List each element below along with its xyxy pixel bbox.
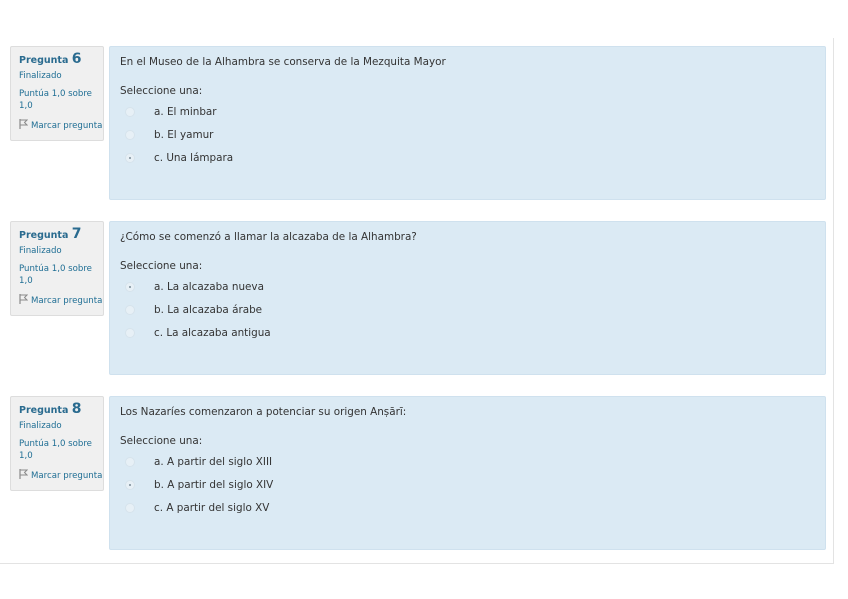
radio-button[interactable]: [125, 457, 135, 467]
radio-button[interactable]: [125, 328, 135, 338]
question-grade: Puntúa 1,0 sobre 1,0: [19, 89, 92, 111]
answer-option[interactable]: [120, 100, 815, 123]
answer-label: c. La alcazaba antigua: [154, 326, 271, 339]
flag-question-link[interactable]: [19, 119, 103, 132]
flag-icon: [19, 119, 28, 129]
answer-label: c. Una lámpara: [154, 151, 234, 164]
question-grade: Puntúa 1,0 sobre 1,0: [19, 439, 92, 461]
flag-question-link[interactable]: [19, 294, 103, 307]
answer-label: a. A partir del siglo XIII: [154, 455, 273, 468]
answer-prompt: Seleccione una:: [120, 260, 203, 272]
quiz-page: [0, 38, 834, 564]
question-content: [109, 46, 826, 200]
answer-label: a. La alcazaba nueva: [154, 280, 264, 293]
answer-prompt: Seleccione una:: [120, 85, 203, 97]
answer-label: c. A partir del siglo XV: [154, 501, 270, 514]
question-info: [10, 46, 104, 141]
question-label: Pregunta: [19, 55, 69, 66]
answer-label: b. El yamur: [154, 128, 214, 141]
question-info: [10, 396, 104, 491]
question-grade: Puntúa 1,0 sobre 1,0: [19, 264, 92, 286]
radio-button-selected[interactable]: [125, 282, 135, 292]
question-state: Finalizado: [19, 71, 62, 81]
flag-label: Marcar pregunta: [31, 121, 103, 131]
flag-label: Marcar pregunta: [31, 471, 103, 481]
question-text: ¿Cómo se comenzó a llamar la alcazaba de la Alhambra?: [120, 231, 417, 243]
answer-label: b. La alcazaba árabe: [154, 303, 263, 316]
question-num: 6: [71, 51, 82, 67]
answer-option[interactable]: [120, 123, 815, 146]
question-info: [10, 221, 104, 316]
answer-option[interactable]: [120, 275, 815, 298]
question-state: Finalizado: [19, 421, 62, 431]
question-label: Pregunta: [19, 405, 69, 416]
answer-option[interactable]: [120, 146, 815, 169]
answer-option[interactable]: [120, 473, 815, 496]
radio-button-selected[interactable]: [125, 480, 135, 490]
answer-prompt: Seleccione una:: [120, 435, 203, 447]
answer-option[interactable]: [120, 298, 815, 321]
answer-option[interactable]: [120, 496, 815, 519]
question-number: [19, 228, 103, 242]
question-number: [19, 403, 103, 417]
answer-label: a. El minbar: [154, 105, 217, 118]
question-content: [109, 221, 826, 375]
question-number: [19, 53, 103, 67]
radio-button[interactable]: [125, 130, 135, 140]
question-text: Los Nazaríes comenzaron a potenciar su origen Anṣārī:: [120, 406, 407, 418]
answer-option[interactable]: [120, 450, 815, 473]
radio-button[interactable]: [125, 305, 135, 315]
radio-button[interactable]: [125, 503, 135, 513]
flag-icon: [19, 294, 28, 304]
question-num: 7: [71, 226, 82, 242]
radio-button-selected[interactable]: [125, 153, 135, 163]
question-content: [109, 396, 826, 550]
answer-label: b. A partir del siglo XIV: [154, 478, 274, 491]
question-label: Pregunta: [19, 230, 69, 241]
radio-button[interactable]: [125, 107, 135, 117]
flag-question-link[interactable]: [19, 469, 103, 482]
question-text: En el Museo de la Alhambra se conserva de la Mezquita Mayor: [120, 56, 446, 68]
question-num: 8: [71, 401, 82, 417]
answer-option[interactable]: [120, 321, 815, 344]
flag-label: Marcar pregunta: [31, 296, 103, 306]
question-state: Finalizado: [19, 246, 62, 256]
flag-icon: [19, 469, 28, 479]
